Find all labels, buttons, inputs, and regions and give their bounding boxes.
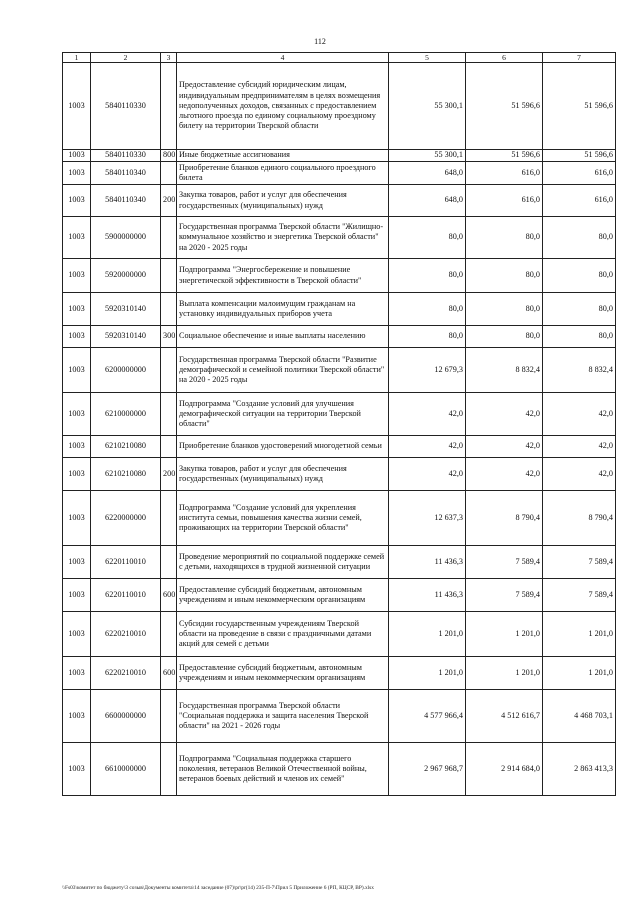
expense-type-cell — [161, 743, 177, 796]
section-code-cell: 1003 — [63, 491, 91, 546]
section-code-cell: 1003 — [63, 259, 91, 293]
item-name-cell: Государственная программа Тверской области "Развитие демографической и семейной политики Тверской области" на 2020 - 2025 годы — [177, 348, 389, 393]
expense-type-cell: 600 — [161, 579, 177, 612]
item-name-cell: Предоставление субсидий бюджетным, автономным учреждениям и иным некоммерческим организациям — [177, 579, 389, 612]
amount-cell: 42,0 — [543, 436, 616, 458]
section-code-cell: 1003 — [63, 326, 91, 348]
item-name-cell: Приобретение бланков единого социального проездного билета — [177, 162, 389, 185]
table-row — [63, 612, 616, 657]
amount-cell: 1 201,0 — [543, 657, 616, 690]
target-article-cell: 6610000000 — [91, 743, 161, 796]
amount-cell: 51 596,6 — [466, 150, 543, 162]
target-article-cell: 6200000000 — [91, 348, 161, 393]
target-article-cell: 6600000000 — [91, 690, 161, 743]
amount-cell: 42,0 — [466, 393, 543, 436]
amount-cell: 80,0 — [389, 326, 466, 348]
expense-type-cell: 200 — [161, 458, 177, 491]
section-code-cell: 1003 — [63, 348, 91, 393]
amount-cell: 80,0 — [543, 293, 616, 326]
column-header: 7 — [543, 53, 616, 63]
amount-cell: 7 589,4 — [543, 579, 616, 612]
column-header: 5 — [389, 53, 466, 63]
table-row — [63, 579, 616, 612]
section-code-cell: 1003 — [63, 690, 91, 743]
amount-cell: 42,0 — [466, 458, 543, 491]
amount-cell: 80,0 — [466, 293, 543, 326]
amount-cell: 11 436,3 — [389, 579, 466, 612]
amount-cell: 51 596,6 — [466, 63, 543, 150]
expense-type-cell — [161, 491, 177, 546]
item-name-cell: Предоставление субсидий юридическим лицам, индивидуальным предпринимателям в целях возмещения недополученных доходов, связанных с предоставлением льготного проезда по единому социальному проездному билету на территории Тверской области — [177, 63, 389, 150]
item-name-cell: Проведение мероприятий по социальной поддержке семей с детьми, находящихся в трудной жизненной ситуации — [177, 546, 389, 579]
target-article-cell: 5920310140 — [91, 326, 161, 348]
expense-type-cell — [161, 690, 177, 743]
item-name-cell: Закупка товаров, работ и услуг для обеспечения государственных (муниципальных) нужд — [177, 458, 389, 491]
amount-cell: 42,0 — [543, 458, 616, 491]
table-row — [63, 63, 616, 150]
amount-cell: 2 914 684,0 — [466, 743, 543, 796]
amount-cell: 51 596,6 — [543, 63, 616, 150]
amount-cell: 8 832,4 — [466, 348, 543, 393]
target-article-cell: 5920000000 — [91, 259, 161, 293]
amount-cell: 616,0 — [543, 162, 616, 185]
amount-cell: 80,0 — [389, 217, 466, 259]
table-body — [63, 63, 616, 796]
item-name-cell: Государственная программа Тверской области "Жилищно-коммунальное хозяйство и энергетика Тверской области" на 2020 - 2025 годы — [177, 217, 389, 259]
expense-type-cell — [161, 348, 177, 393]
item-name-cell: Предоставление субсидий бюджетным, автономным учреждениям и иным некоммерческим организациям — [177, 657, 389, 690]
item-name-cell: Выплата компенсации малоимущим гражданам на установку индивидуальных приборов учета — [177, 293, 389, 326]
expense-type-cell — [161, 217, 177, 259]
amount-cell: 42,0 — [543, 393, 616, 436]
table-row — [63, 162, 616, 185]
amount-cell: 616,0 — [466, 162, 543, 185]
amount-cell: 42,0 — [389, 393, 466, 436]
amount-cell: 616,0 — [466, 185, 543, 217]
table-row — [63, 393, 616, 436]
section-code-cell: 1003 — [63, 63, 91, 150]
amount-cell: 4 512 616,7 — [466, 690, 543, 743]
amount-cell: 648,0 — [389, 185, 466, 217]
expense-type-cell — [161, 393, 177, 436]
section-code-cell: 1003 — [63, 217, 91, 259]
section-code-cell: 1003 — [63, 657, 91, 690]
section-code-cell: 1003 — [63, 150, 91, 162]
amount-cell: 648,0 — [389, 162, 466, 185]
amount-cell: 55 300,1 — [389, 150, 466, 162]
amount-cell: 12 637,3 — [389, 491, 466, 546]
amount-cell: 7 589,4 — [466, 579, 543, 612]
amount-cell: 8 790,4 — [543, 491, 616, 546]
expense-type-cell: 800 — [161, 150, 177, 162]
footer-file-path: \\Fs03\комитет по бюджету\3 созыв\Документы комитета\14 заседание (07)\pr\pr(14) 235-П-7\Прил 5 Приложение 6 (РП, КЦСР, ВР).xlsx — [62, 885, 374, 891]
target-article-cell: 5840110330 — [91, 150, 161, 162]
amount-cell: 55 300,1 — [389, 63, 466, 150]
section-code-cell: 1003 — [63, 743, 91, 796]
amount-cell: 51 596,6 — [543, 150, 616, 162]
target-article-cell: 5840110330 — [91, 63, 161, 150]
amount-cell: 80,0 — [543, 259, 616, 293]
target-article-cell: 5840110340 — [91, 162, 161, 185]
table-row — [63, 546, 616, 579]
budget-table — [62, 52, 616, 796]
item-name-cell: Иные бюджетные ассигнования — [177, 150, 389, 162]
section-code-cell: 1003 — [63, 546, 91, 579]
amount-cell: 12 679,3 — [389, 348, 466, 393]
column-header: 3 — [161, 53, 177, 63]
table-row — [63, 150, 616, 162]
item-name-cell: Приобретение бланков удостоверений многодетной семьи — [177, 436, 389, 458]
amount-cell: 8 790,4 — [466, 491, 543, 546]
expense-type-cell — [161, 259, 177, 293]
table-row — [63, 326, 616, 348]
target-article-cell: 6220110010 — [91, 579, 161, 612]
table-row — [63, 259, 616, 293]
amount-cell: 80,0 — [466, 217, 543, 259]
target-article-cell: 5840110340 — [91, 185, 161, 217]
column-header: 1 — [63, 53, 91, 63]
amount-cell: 1 201,0 — [466, 657, 543, 690]
column-header: 6 — [466, 53, 543, 63]
item-name-cell: Подпрограмма "Создание условий для улучшения демографической ситуации на территории Тверской области" — [177, 393, 389, 436]
table-row — [63, 348, 616, 393]
table-row — [63, 690, 616, 743]
section-code-cell: 1003 — [63, 393, 91, 436]
expense-type-cell — [161, 436, 177, 458]
amount-cell: 1 201,0 — [466, 612, 543, 657]
item-name-cell: Подпрограмма "Создание условий для укрепления института семьи, повышения качества жизни семей, проживающих на территории Тверской области" — [177, 491, 389, 546]
amount-cell: 80,0 — [466, 259, 543, 293]
column-header: 2 — [91, 53, 161, 63]
amount-cell: 7 589,4 — [466, 546, 543, 579]
amount-cell: 1 201,0 — [543, 612, 616, 657]
column-header: 4 — [177, 53, 389, 63]
expense-type-cell: 300 — [161, 326, 177, 348]
amount-cell: 4 468 703,1 — [543, 690, 616, 743]
table-row — [63, 743, 616, 796]
section-code-cell: 1003 — [63, 436, 91, 458]
item-name-cell: Социальное обеспечение и иные выплаты населению — [177, 326, 389, 348]
expense-type-cell — [161, 63, 177, 150]
expense-type-cell — [161, 293, 177, 326]
expense-type-cell — [161, 612, 177, 657]
amount-cell: 11 436,3 — [389, 546, 466, 579]
amount-cell: 7 589,4 — [543, 546, 616, 579]
table-row — [63, 185, 616, 217]
expense-type-cell — [161, 162, 177, 185]
section-code-cell: 1003 — [63, 185, 91, 217]
amount-cell: 80,0 — [389, 259, 466, 293]
amount-cell: 42,0 — [389, 458, 466, 491]
item-name-cell: Государственная программа Тверской области "Социальная поддержка и защита населения Тверской области" на 2021 - 2026 годы — [177, 690, 389, 743]
target-article-cell: 6210000000 — [91, 393, 161, 436]
page-number: 112 — [314, 37, 326, 46]
amount-cell: 2 863 413,3 — [543, 743, 616, 796]
amount-cell: 42,0 — [466, 436, 543, 458]
amount-cell: 8 832,4 — [543, 348, 616, 393]
amount-cell: 616,0 — [543, 185, 616, 217]
amount-cell: 4 577 966,4 — [389, 690, 466, 743]
table-row — [63, 217, 616, 259]
target-article-cell: 6210210080 — [91, 458, 161, 491]
table-row — [63, 491, 616, 546]
target-article-cell: 6210210080 — [91, 436, 161, 458]
table-row — [63, 458, 616, 491]
expense-type-cell: 600 — [161, 657, 177, 690]
target-article-cell: 6220110010 — [91, 546, 161, 579]
target-article-cell: 5920310140 — [91, 293, 161, 326]
target-article-cell: 5900000000 — [91, 217, 161, 259]
table-row — [63, 657, 616, 690]
expense-type-cell: 200 — [161, 185, 177, 217]
section-code-cell: 1003 — [63, 293, 91, 326]
table-row — [63, 436, 616, 458]
expense-type-cell — [161, 546, 177, 579]
amount-cell: 2 967 968,7 — [389, 743, 466, 796]
target-article-cell: 6220210010 — [91, 612, 161, 657]
target-article-cell: 6220000000 — [91, 491, 161, 546]
target-article-cell: 6220210010 — [91, 657, 161, 690]
amount-cell: 80,0 — [543, 326, 616, 348]
section-code-cell: 1003 — [63, 162, 91, 185]
amount-cell: 1 201,0 — [389, 657, 466, 690]
amount-cell: 80,0 — [543, 217, 616, 259]
section-code-cell: 1003 — [63, 579, 91, 612]
section-code-cell: 1003 — [63, 612, 91, 657]
section-code-cell: 1003 — [63, 458, 91, 491]
item-name-cell: Закупка товаров, работ и услуг для обеспечения государственных (муниципальных) нужд — [177, 185, 389, 217]
amount-cell: 80,0 — [389, 293, 466, 326]
item-name-cell: Подпрограмма "Социальная поддержка старшего поколения, ветеранов Великой Отечественной войны, ветеранов боевых действий и членов их семей" — [177, 743, 389, 796]
amount-cell: 42,0 — [389, 436, 466, 458]
amount-cell: 1 201,0 — [389, 612, 466, 657]
table-row — [63, 293, 616, 326]
amount-cell: 80,0 — [466, 326, 543, 348]
item-name-cell: Субсидии государственным учреждениям Тверской области на проведение в связи с праздничными датами акций для семей с детьми — [177, 612, 389, 657]
item-name-cell: Подпрограмма "Энергосбережение и повышение энергетической эффективности в Тверской области" — [177, 259, 389, 293]
column-number-row — [63, 53, 616, 63]
